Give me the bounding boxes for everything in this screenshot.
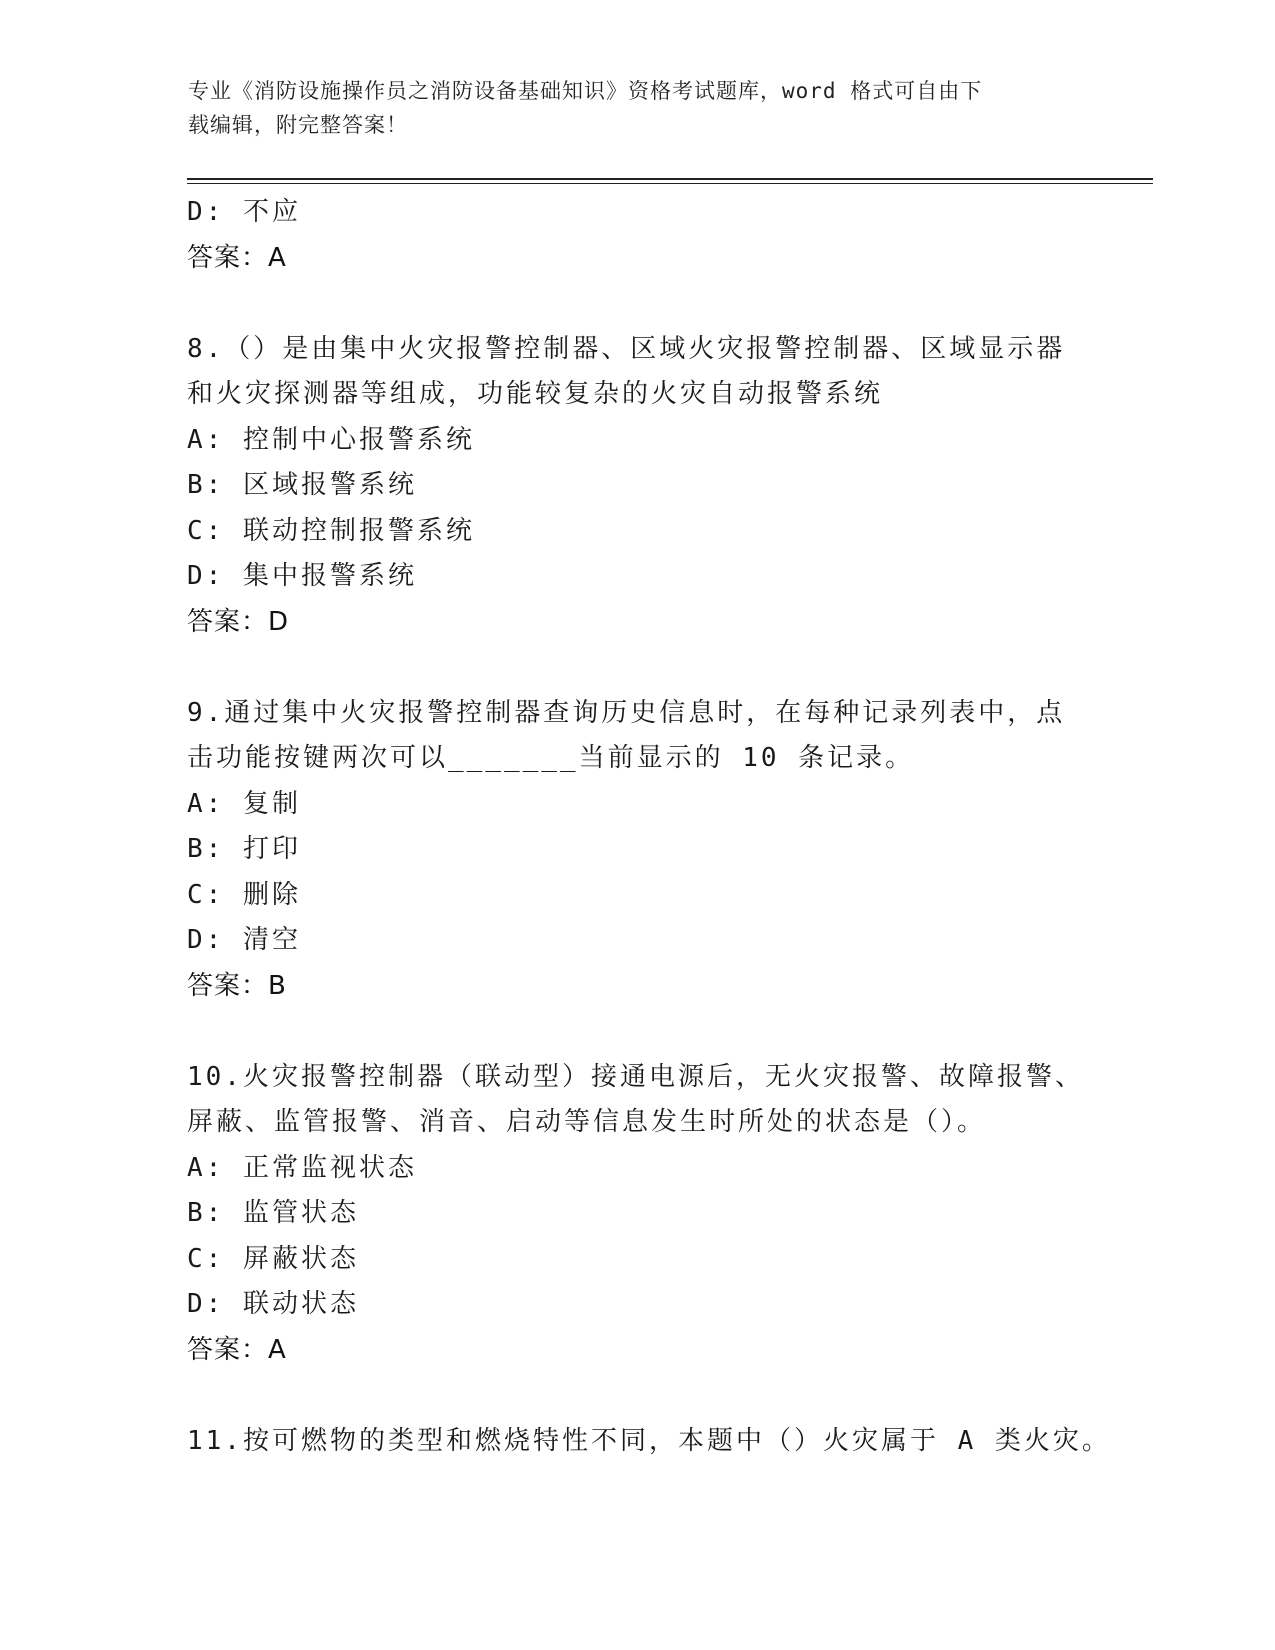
question-stem-line: 10.火灾报警控制器（联动型）接通电源后，无火灾报警、故障报警、 [187,1061,1084,1092]
question-11 [187,1419,1111,1465]
header-rule-thin [187,183,1153,184]
question-stem-line: 8.（）是由集中火灾报警控制器、区域火灾报警控制器、区域显示器 [187,333,1066,364]
option-a: A: 复制 [187,788,301,819]
option-c: C: 屏蔽状态 [187,1243,359,1274]
option-c: C: 联动控制报警系统 [187,515,475,546]
option-a: A: 正常监视状态 [187,1152,417,1183]
question-stem-line: 11.按可燃物的类型和燃烧特性不同，本题中（）火灾属于 A 类火灾。 [187,1425,1111,1456]
question-list [187,190,1111,1464]
document-header [188,74,1088,142]
answer-line: 答案：D [187,606,290,637]
question-stem-line: 击功能按键两次可以_______当前显示的 10 条记录。 [187,743,915,773]
option-b: B: 打印 [187,834,301,864]
question-8 [187,327,1087,646]
option-b: B: 监管状态 [187,1198,359,1228]
option-a: A: 控制中心报警系统 [187,424,475,455]
question-10 [187,1055,1087,1374]
header-line-2: 载编辑，附完整答案！ [188,113,408,137]
question-stem-line: 屏蔽、监管报警、消音、启动等信息发生时所处的状态是（）。 [187,1107,987,1137]
question-stem-line: 9.通过集中火灾报警控制器查询历史信息时，在每种记录列表中，点 [187,697,1066,728]
question-9 [187,691,1087,1010]
option-d: D: 不应 [187,197,301,227]
answer-line: 答案：A [187,1334,287,1365]
answer-line: 答案：B [187,970,287,1001]
option-d: D: 集中报警系统 [187,561,417,591]
option-b: B: 区域报警系统 [187,470,417,500]
option-c: C: 删除 [187,879,301,910]
previous-question-tail [187,190,1087,281]
question-stem-line: 和火灾探测器等组成，功能较复杂的火灾自动报警系统 [187,379,884,409]
header-rule-thick [187,178,1153,180]
header-line-1: 专业《消防设施操作员之消防设备基础知识》资格考试题库，word 格式可自由下 [188,79,983,103]
option-d: D: 清空 [187,925,301,955]
option-d: D: 联动状态 [187,1289,359,1319]
answer-line: 答案：A [187,242,287,273]
